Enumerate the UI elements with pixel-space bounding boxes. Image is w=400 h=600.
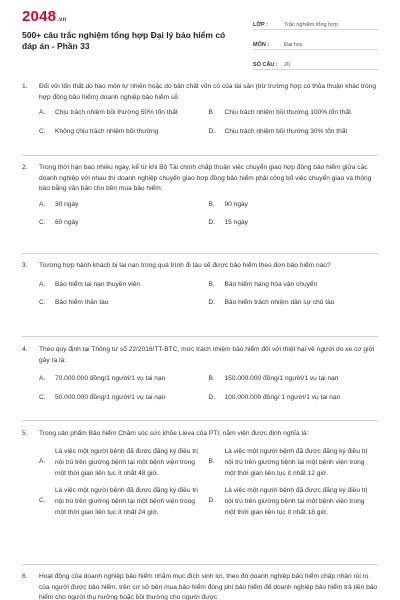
answer-option-b[interactable] [209, 374, 379, 385]
question-number: 4. [22, 346, 28, 353]
answer-option-c[interactable] [39, 485, 209, 518]
question-4 [22, 345, 378, 411]
question-body: Đối với tổn thất do hao mòn tự nhiên hoặc do bản chất vốn có của tài sản (trừ trường hợp có thỏa thuận khác trong hợp đồng bảo hiểm) doanh nghiệp bảo hiểm sẽ: [39, 83, 377, 101]
option-text: Chịu trách nhiệm bồi thường 100% tổn thất [224, 109, 351, 116]
option-letter: D. [208, 299, 216, 306]
question-text [22, 572, 378, 600]
question-6 [22, 572, 378, 600]
logo-text: 2048 [22, 8, 57, 25]
answer-option-b[interactable] [209, 108, 379, 119]
meta-value: Trắc nghiệm tổng hợp [284, 22, 338, 28]
meta-value: 20 [284, 62, 291, 68]
option-text: Chịu trách nhiệm bồi thường 30% tổn thất [224, 127, 348, 135]
meta-info [253, 14, 378, 74]
option-text: 70.000.000 đồng/1 người/1 vụ tai nạn [55, 375, 166, 382]
question-body: Trong sản phẩm Bảo hiểm Chăm sóc sức khỏe Lieva của PTI, nằm viện được định nghĩa là: [39, 430, 309, 437]
site-logo[interactable] [22, 8, 66, 25]
option-letter: B. [208, 109, 215, 116]
option-text: Là việc một người bệnh đã được đăng ký điều trị nội trú trên giường bệnh tại một bệnh viện trong một thời gian liên tục ít nhất 12 giờ. [224, 447, 368, 477]
answer-option-d[interactable] [209, 218, 379, 229]
answer-option-a[interactable] [39, 200, 209, 211]
question-text [22, 82, 378, 103]
answer-option-c[interactable] [39, 127, 209, 138]
question-text [22, 429, 378, 440]
option-text: 100.000.000 đồng/ 1 người/1 vụ tai nạn [224, 393, 341, 401]
answer-option-c[interactable] [39, 393, 209, 404]
option-letter: D. [208, 393, 216, 401]
question-body: Theo quy định tại Thông tư số 22/2016/TT-BTC, mức trách nhiệm bảo hiểm đối với thiệt hại về người do xe cơ giới gây ra là: [39, 346, 375, 364]
answer-options [22, 200, 378, 237]
answer-option-d[interactable] [209, 393, 379, 404]
option-text: Không chịu trách nhiệm bồi thường [55, 127, 159, 135]
meta-row-class [253, 14, 378, 30]
option-text: 50.000.000 đồng/1 người/1 vụ tai nạn [55, 393, 166, 401]
answer-options [22, 446, 378, 524]
answer-options [22, 108, 378, 145]
answer-option-d[interactable] [209, 298, 379, 309]
question-body: Trong thời hạn bao nhiêu ngày, kể từ khi Bộ Tài chính chấp thuận việc chuyển giao hợp đồng bảo hiểm giữa các doanh nghiệp với nhau thì doanh nghiệp chuyển giao hợp đồng bảo hiểm phải công bố việc chuyển giao và thông báo bằng văn bản cho bên mua bảo hiểm: [39, 164, 372, 192]
option-letter: D. [208, 219, 216, 226]
question-divider [22, 420, 378, 421]
answer-option-a[interactable] [39, 374, 209, 385]
meta-label: MÔN : [253, 42, 270, 48]
answer-options [22, 374, 378, 411]
meta-label: SỐ CÂU : [253, 62, 278, 68]
option-letter: B. [208, 375, 215, 382]
answer-option-d[interactable] [209, 485, 379, 518]
option-text: 15 ngày [224, 219, 248, 226]
question-5 [22, 429, 378, 524]
option-letter: C. [39, 219, 46, 226]
option-letter: B. [208, 457, 215, 465]
option-letter: B. [208, 200, 215, 208]
option-text: Là việc một người bệnh đã được đăng ký điều trị nội trú trên giường bệnh tại một bệnh viện trong một thời gian liên tục ít nhất 48 giờ. [55, 447, 198, 477]
document-title: 500+ câu trắc nghiệm tổng hợp Đại lý bảo hiểm có đáp án - Phần 33 [22, 30, 226, 51]
question-number: 5. [22, 430, 28, 437]
document-header [0, 0, 400, 68]
question-text [22, 261, 378, 272]
question-number: 6. [22, 573, 28, 580]
option-text: Là việc một người bệnh đã được đăng ký điều trị nội trú trên giường bệnh tại một bệnh viện trong một thời gian liên tục ít nhất 18 giờ. [224, 486, 368, 516]
question-1 [22, 82, 378, 145]
option-text: 150.000.000 đồng/1 người/1 vụ tai nạn [224, 375, 339, 382]
answer-option-b[interactable] [209, 446, 379, 479]
option-text: Chịu trách nhiệm bồi thường 50% tổn thất [55, 109, 178, 116]
question-3 [22, 261, 378, 317]
meta-value: Đại học [284, 42, 303, 48]
option-letter: C. [39, 393, 46, 401]
option-letter: A. [39, 109, 46, 116]
logo-suffix: .vn [57, 17, 67, 23]
option-text: 90 ngày [224, 200, 248, 208]
option-text: Bảo hiểm thân tàu [55, 299, 109, 306]
option-letter: B. [208, 280, 215, 288]
question-divider [22, 564, 378, 565]
option-letter: A. [39, 375, 46, 382]
question-number: 3. [22, 262, 28, 269]
answer-option-a[interactable] [39, 446, 209, 479]
option-text: Bảo hiểm trách nhiệm dân sự chủ tàu [224, 299, 335, 306]
question-text [22, 163, 378, 195]
option-text: Bảo hiểm hàng hóa vận chuyển [224, 280, 318, 288]
question-divider [22, 155, 378, 156]
option-text: 60 ngày [55, 219, 79, 226]
answer-option-a[interactable] [39, 280, 209, 291]
answer-option-a[interactable] [39, 108, 209, 119]
option-text: Là việc một người bệnh đã được đăng ký điều trị nội trú trên giường bệnh tại một bệnh viện trong một thời gian liên tục ít nhất 24 giờ. [55, 486, 198, 516]
question-2 [22, 163, 378, 237]
answer-option-c[interactable] [39, 298, 209, 309]
option-letter: D. [208, 127, 216, 135]
meta-row-subject [253, 34, 378, 50]
question-divider [22, 336, 378, 337]
answer-option-b[interactable] [209, 280, 379, 291]
answer-option-b[interactable] [209, 200, 379, 211]
option-letter: A. [39, 280, 46, 288]
question-body: Hoạt động của doanh nghiệp bảo hiểm nhằm mục đích sinh lợi, theo đó doanh nghiệp bảo hiểm chấp nhận rủi ro của người được bảo hiểm, trên cơ sở bên mua bảo hiểm đóng phí bảo hiểm để doanh nghiệp bảo hiểm trả tiền bảo hiểm cho người thụ hưởng hoặc bồi thường cho người được [39, 573, 378, 600]
question-number: 2. [22, 164, 28, 171]
question-divider [22, 253, 378, 254]
option-letter: C. [39, 127, 46, 135]
option-letter: A. [39, 457, 46, 465]
question-text [22, 345, 378, 366]
option-letter: C. [39, 496, 46, 504]
answer-options [22, 280, 378, 317]
question-number: 1. [22, 83, 28, 90]
answer-option-c[interactable] [39, 218, 209, 229]
option-letter: C. [39, 299, 46, 306]
meta-row-count [253, 54, 378, 70]
answer-option-d[interactable] [209, 127, 379, 138]
option-text: 30 ngày [55, 200, 79, 208]
question-body: Trường hợp hành khách bị tai nạn trong quá trình đi tàu sẽ được bảo hiểm theo đơn bảo hiểm nào? [39, 262, 331, 269]
option-letter: D. [208, 496, 216, 504]
meta-label: LỚP : [253, 22, 268, 28]
option-text: Bảo hiểm tai nạn thuyền viên [55, 280, 141, 288]
option-letter: A. [39, 200, 46, 208]
